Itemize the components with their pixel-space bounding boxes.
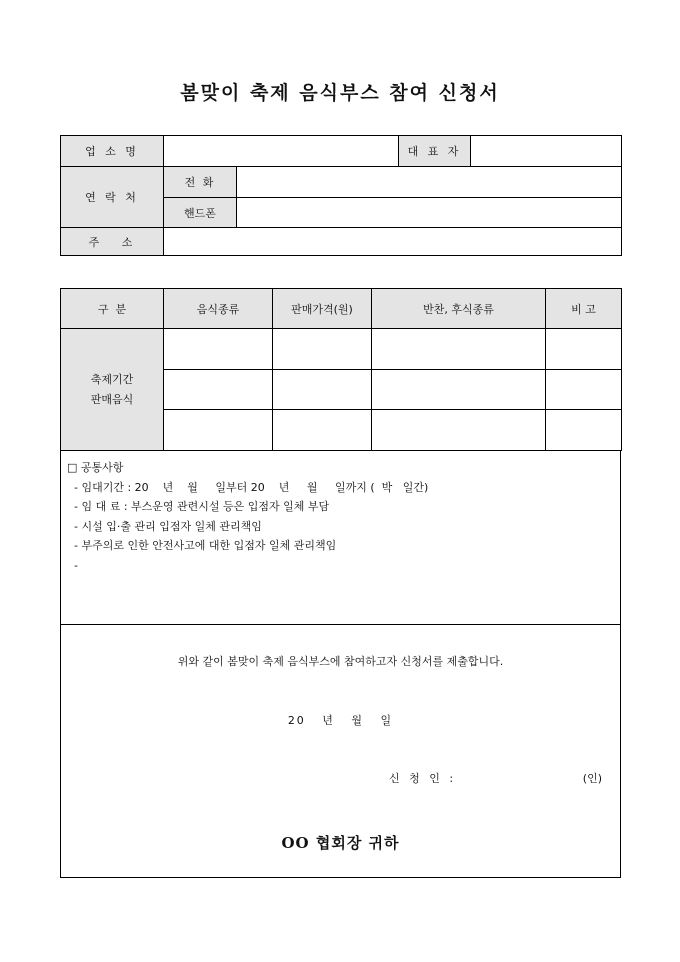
- note-item: -: [67, 558, 78, 572]
- address-label: 주 소: [61, 228, 164, 256]
- applicant-label: 신 청 인 :: [389, 772, 457, 785]
- food-type-cell[interactable]: [164, 329, 273, 370]
- menu-table: [60, 288, 622, 451]
- terms-and-declaration-box: [60, 450, 621, 878]
- business-name-field[interactable]: [164, 136, 399, 167]
- side-dessert-cell[interactable]: [372, 370, 546, 410]
- category-header: 구 분: [61, 289, 164, 329]
- side-dessert-header: 반찬, 후식종류: [372, 289, 546, 329]
- note-item: - 부주의로 인한 안전사고에 대한 입점자 일체 관리책임: [67, 539, 337, 552]
- representative-field[interactable]: [471, 136, 622, 167]
- seal-mark: (인): [582, 772, 602, 785]
- side-dessert-cell[interactable]: [372, 329, 546, 370]
- food-type-cell[interactable]: [164, 370, 273, 410]
- festival-food-label: [61, 329, 164, 451]
- mobile-label: 핸드폰: [164, 198, 237, 228]
- remarks-cell[interactable]: [546, 370, 622, 410]
- remarks-header: 비 고: [546, 289, 622, 329]
- declaration-date: 20 년 월 일: [287, 714, 394, 727]
- remarks-cell[interactable]: [546, 410, 622, 451]
- note-item: - 임대기간 : 20 년 월 일부터 20 년 월 일까지 ( 박 일간): [67, 480, 429, 494]
- applicant-info-table: [60, 135, 622, 256]
- declaration-statement: 위와 같이 봄맞이 축제 음식부스에 참여하고자 신청서를 제출합니다.: [177, 655, 504, 668]
- price-cell[interactable]: [273, 410, 372, 451]
- price-cell[interactable]: [273, 370, 372, 410]
- mobile-field[interactable]: [237, 198, 622, 228]
- common-notes: [67, 458, 428, 575]
- phone-field[interactable]: [237, 167, 622, 198]
- note-item: - 임 대 료 : 부스운영 관련시설 등은 입점자 일체 부담: [67, 500, 330, 513]
- remarks-cell[interactable]: [546, 329, 622, 370]
- representative-label: 대 표 자: [399, 136, 471, 167]
- note-item: - 시설 입·출 관리 입점자 일체 관리책임: [67, 519, 262, 533]
- addressee: OO 협회장 귀하: [281, 834, 400, 852]
- festival-period-text: 축제기간: [90, 372, 134, 386]
- business-name-label: 업 소 명: [61, 136, 164, 167]
- document-title: 봄맞이 축제 음식부스 참여 신청서: [180, 82, 500, 104]
- price-cell[interactable]: [273, 329, 372, 370]
- price-header: 판매가격(원): [273, 289, 372, 329]
- food-type-cell[interactable]: [164, 410, 273, 451]
- sale-food-text: 판매음식: [90, 392, 134, 406]
- phone-label: 전 화: [164, 167, 237, 198]
- section-divider: [61, 624, 620, 625]
- food-type-header: 음식종류: [164, 289, 273, 329]
- notes-heading: □ 공통사항: [67, 461, 124, 474]
- side-dessert-cell[interactable]: [372, 410, 546, 451]
- address-field[interactable]: [164, 228, 622, 256]
- contact-label: 연 락 처: [61, 167, 164, 228]
